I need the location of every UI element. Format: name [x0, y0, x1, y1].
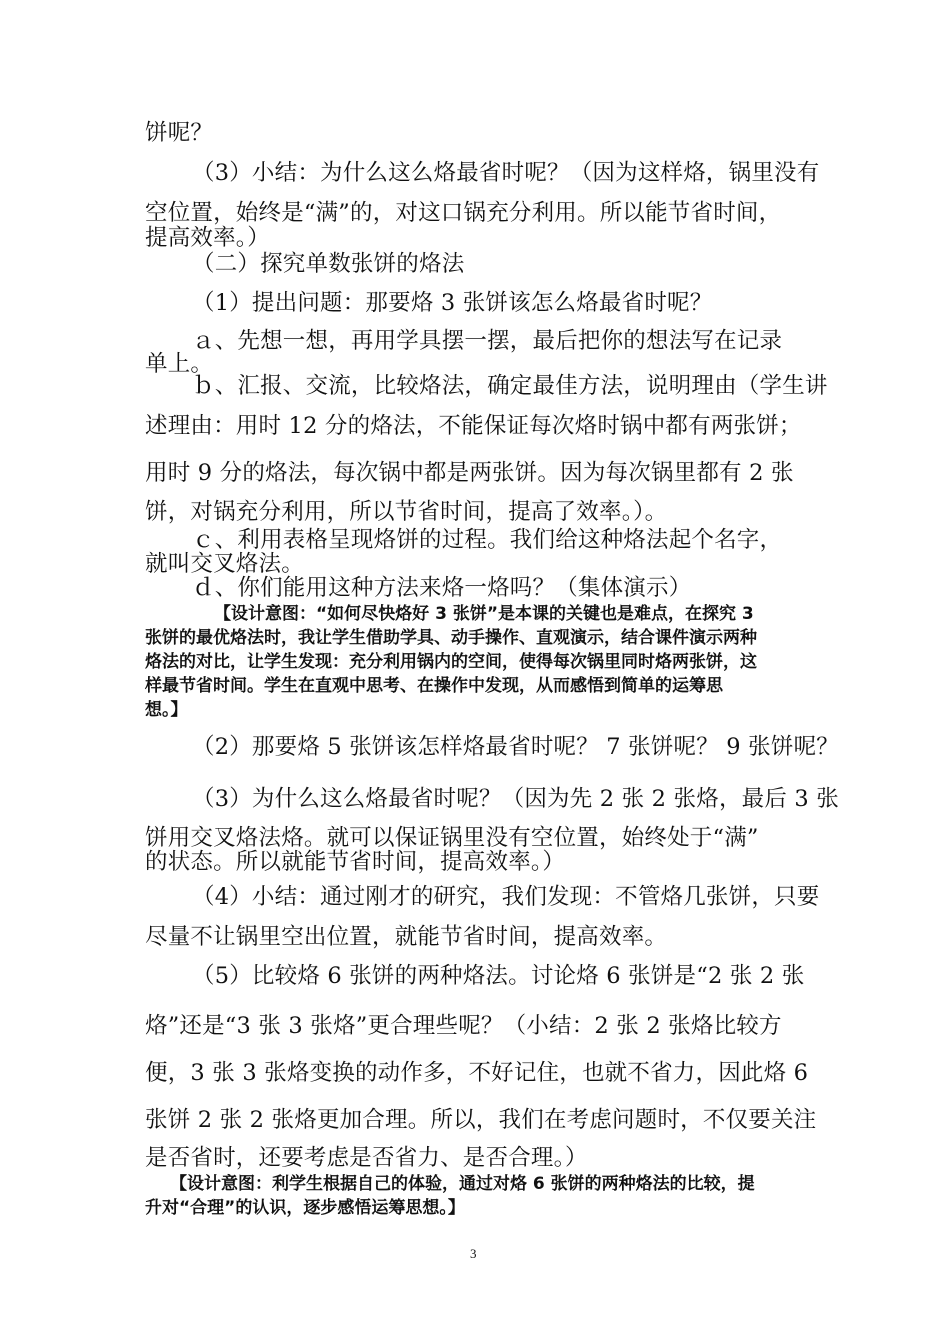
text-line: ａ、先想一想，再用学具摆一摆，最后把你的想法写在记录 — [192, 328, 783, 354]
design-note-line: 【设计意图：利学生根据自己的体验，通过对烙 6 张饼的两种烙法的比较，提 — [170, 1174, 755, 1194]
text-line: 单上。 — [145, 351, 214, 377]
text-line: 烙”还是“3 张 3 张烙”更合理些呢？（小结：2 张 2 张烙比较方 — [145, 1013, 782, 1039]
text-line: 述理由：用时 12 分的烙法，不能保证每次烙时锅中都有两张饼； — [145, 413, 802, 439]
text-line: 张饼 2 张 2 张烙更加合理。所以，我们在考虑问题时，不仅要关注 — [145, 1107, 817, 1133]
text-line: 尽量不让锅里空出位置，就能节省时间，提高效率。 — [145, 924, 668, 950]
text-line: ｂ、汇报、交流，比较烙法，确定最佳方法，说明理由（学生讲 — [192, 373, 828, 399]
design-note-line: 想。】 — [145, 700, 188, 720]
text-line: 的状态。所以就能节省时间，提高效率。） — [145, 849, 566, 875]
text-line: 饼用交叉烙法烙。就可以保证锅里没有空位置，始终处于“满” — [145, 825, 759, 851]
text-line: 空位置，始终是“满”的，对这口锅充分利用。所以能节省时间， — [145, 200, 782, 226]
text-line: 是否省时，还要考虑是否省力、是否合理。） — [145, 1145, 588, 1171]
text-line: 饼，对锅充分利用，所以节省时间，提高了效率。）。 — [145, 499, 668, 525]
text-line: 就叫交叉烙法。 — [145, 551, 304, 577]
text-line: 便，3 张 3 张烙变换的动作多，不好记住，也就不省力，因此烙 6 — [145, 1060, 809, 1086]
text-line: （5）比较烙 6 张饼的两种烙法。讨论烙 6 张饼是“2 张 2 张 — [192, 963, 805, 989]
text-line: （4）小结：通过刚才的研究，我们发现：不管烙几张饼，只要 — [192, 884, 820, 910]
design-note-line: 烙法的对比，让学生发现：充分利用锅内的空间，使得每次锅里同时烙两张饼，这 — [145, 652, 757, 672]
text-line: （3）为什么这么烙最省时呢？（因为先 2 张 2 张烙，最后 3 张 — [192, 786, 839, 812]
design-note-line: 样最节省时间。学生在直观中思考、在操作中发现，从而感悟到简单的运筹思 — [145, 676, 723, 696]
text-line: （1）提出问题：那要烙 3 张饼该怎么烙最省时呢？ — [192, 290, 713, 316]
text-line: （2）那要烙 5 张饼该怎样烙最省时呢？ 7 张饼呢？ 9 张饼呢？ — [192, 734, 839, 760]
text-line: ｄ、你们能用这种方法来烙一烙吗？（集体演示） — [192, 575, 692, 601]
text-line: 饼呢？ — [145, 120, 214, 146]
page-number: 3 — [470, 1246, 477, 1261]
design-note-line: 升对“合理”的认识，逐步感悟运筹思想。】 — [145, 1198, 465, 1218]
text-line: 用时 9 分的烙法，每次锅中都是两张饼。因为每次锅里都有 2 张 — [145, 460, 794, 486]
text-line: （3）小结：为什么这么烙最省时呢？（因为这样烙，锅里没有 — [192, 160, 820, 186]
design-note-line: 【设计意图：“如何尽快烙好 3 张饼”是本课的关键也是难点，在探究 3 — [214, 604, 754, 624]
section-heading: （二）探究单数张饼的烙法 — [192, 251, 465, 277]
text-line: 提高效率。） — [145, 225, 270, 251]
design-note-line: 张饼的最优烙法时，我让学生借助学具、动手操作、直观演示，结合课件演示两种 — [145, 628, 757, 648]
text-line: ｃ、利用表格呈现烙饼的过程。我们给这种烙法起个名字， — [192, 527, 783, 553]
